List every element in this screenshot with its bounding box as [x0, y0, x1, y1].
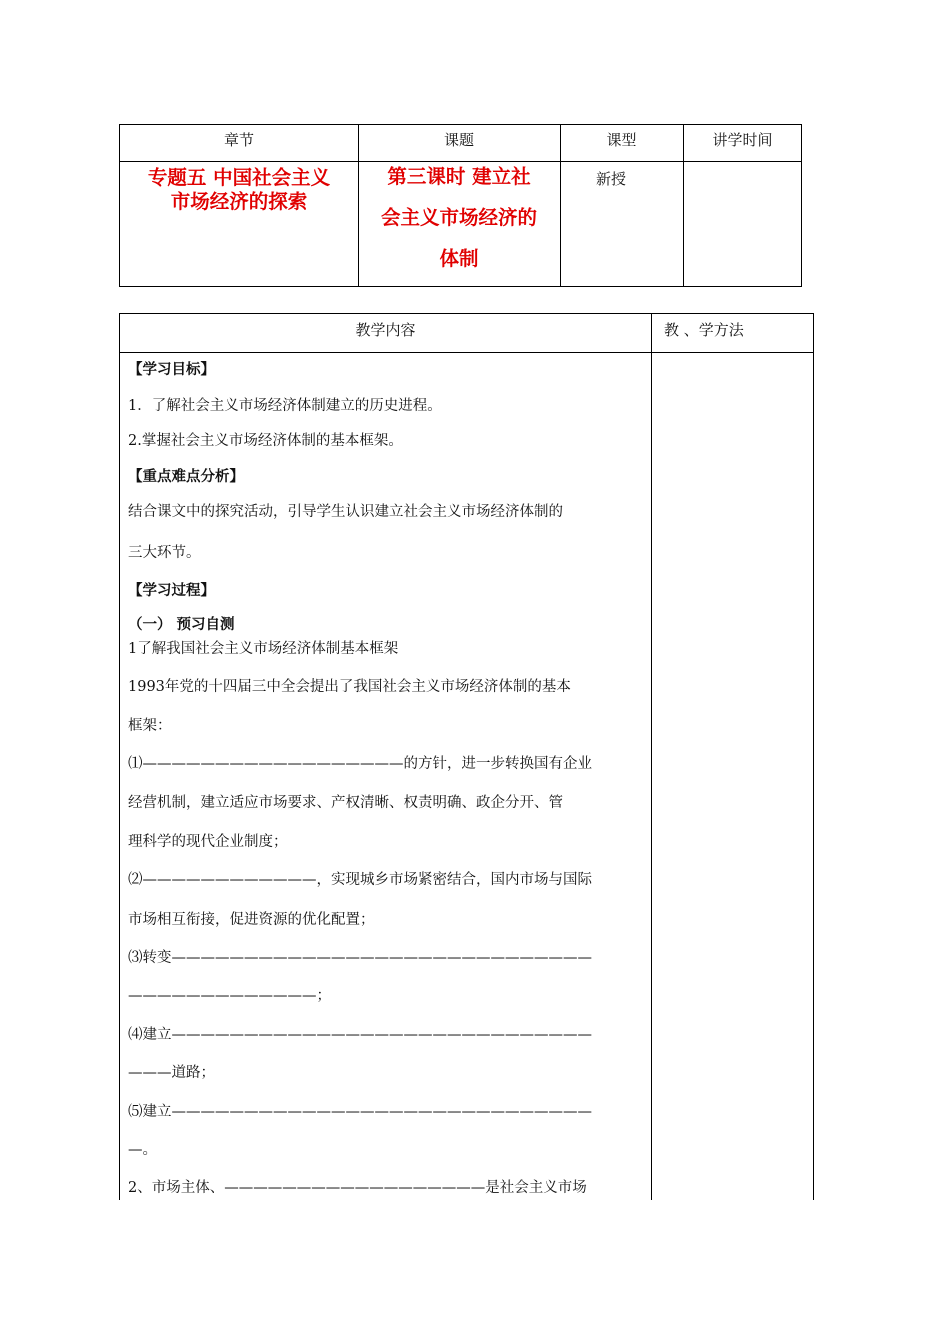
key-points-text-1: 结合课文中的探究活动，引导学生认识建立社会主义市场经济体制的 — [128, 504, 563, 520]
preview-item-1-title: 1了解我国社会主义市场经济体制基本框架 — [128, 641, 399, 657]
header-col-topic: 课题 — [443, 131, 474, 149]
topic-title-line-1: 第三课时 建立社 — [387, 165, 531, 188]
framework-item-1-a: ⑴——————————————————的方针，进一步转换国有企业 — [128, 756, 592, 772]
heading-learning-goals: 【学习目标】 — [128, 362, 215, 378]
framework-item-1-c: 理科学的现代企业制度； — [128, 834, 288, 850]
topic-title-line-3: 体制 — [439, 247, 479, 270]
framework-item-2-a: ⑵————————————，实现城乡市场紧密结合，国内市场与国际 — [128, 872, 592, 888]
heading-learning-process: 【学习过程】 — [128, 583, 215, 599]
framework-item-4-b: ———道路； — [128, 1065, 215, 1081]
preview-item-2: 2、市场主体、——————————————————是社会主义市场 — [128, 1180, 587, 1196]
header-col-time: 讲学时间 — [712, 131, 773, 149]
content-col-divider — [651, 314, 652, 1200]
framework-item-1-b: 经营机制，建立适应市场要求、产权清晰、权责明确、政企分开、管 — [128, 795, 563, 811]
framework-item-2-b: 市场相互衔接，促进资源的优化配置； — [128, 912, 375, 928]
topic-title-line-2: 会主义市场经济的 — [380, 206, 537, 229]
framework-item-3-b: —————————————； — [128, 988, 331, 1004]
heading-key-points: 【重点难点分析】 — [128, 469, 244, 485]
framework-intro-1: 1993年党的十四届三中全会提出了我国社会主义市场经济体制的基本 — [128, 679, 571, 695]
col-teaching-content: 教学内容 — [355, 321, 416, 339]
content-table — [119, 313, 814, 1200]
goal-item-2: 2.掌握社会主义市场经济体制的基本框架。 — [128, 433, 403, 449]
framework-item-5-a: ⑸建立————————————————————————————— — [128, 1104, 592, 1120]
content-header-divider — [120, 352, 813, 353]
header-table — [119, 124, 802, 287]
goal-item-1: 1．了解社会主义市场经济体制建立的历史进程。 — [128, 398, 442, 414]
chapter-title — [120, 166, 358, 214]
framework-intro-2: 框架： — [128, 718, 172, 734]
framework-item-5-b: —。 — [128, 1142, 157, 1158]
chapter-title-line-1: 专题五 中国社会主义 — [147, 166, 331, 189]
header-col-type: 课型 — [606, 131, 637, 149]
col-teaching-method: 教 、学方法 — [664, 321, 744, 339]
key-points-text-2: 三大环节。 — [128, 545, 201, 561]
header-col-chapter: 章节 — [223, 131, 254, 149]
topic-title — [358, 156, 560, 279]
lesson-type-value: 新授 — [596, 170, 627, 188]
chapter-title-line-2: 市场经济的探索 — [170, 190, 308, 213]
subheading-preview: （一） 预习自测 — [128, 617, 235, 633]
framework-item-3-a: ⑶转变————————————————————————————— — [128, 950, 592, 966]
framework-item-4-a: ⑷建立————————————————————————————— — [128, 1027, 592, 1043]
